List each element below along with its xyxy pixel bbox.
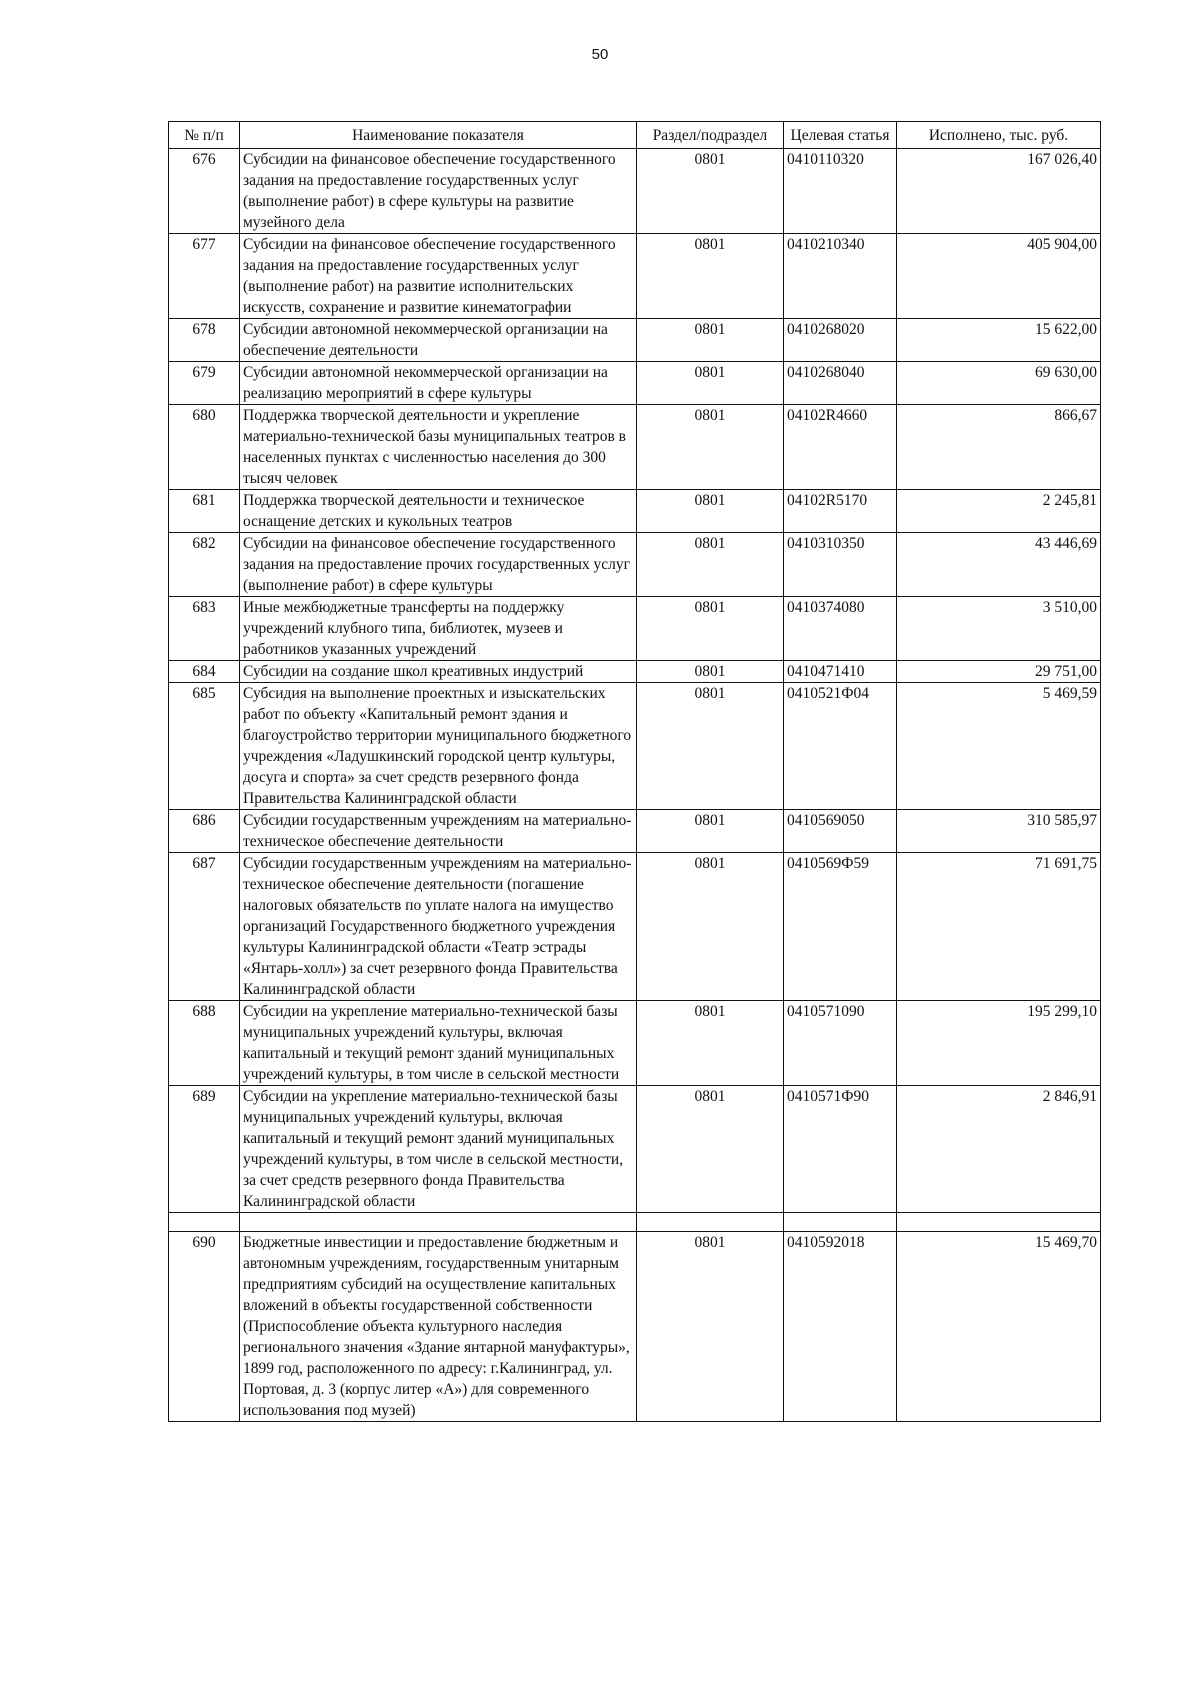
table-header-row bbox=[169, 122, 1101, 149]
row-section: 0801 bbox=[637, 1086, 784, 1213]
row-amount: 29 751,00 bbox=[897, 661, 1101, 683]
row-name: Субсидии на финансовое обеспечение государственного задания на предоставление прочих государственных услуг (выполнение работ) в сфере культуры bbox=[240, 533, 637, 597]
row-article: 0410592018 bbox=[784, 1232, 897, 1422]
header-section: Раздел/подраздел bbox=[637, 122, 784, 149]
spacer-cell bbox=[169, 1213, 240, 1232]
row-amount: 15 622,00 bbox=[897, 319, 1101, 362]
table-body bbox=[169, 149, 1101, 1422]
row-number: 682 bbox=[169, 533, 240, 597]
row-number: 676 bbox=[169, 149, 240, 234]
row-name: Субсидии государственным учреждениям на материально-техническое обеспечение деятельности (погашение налоговых обязательств по уплате налога на имущество организаций Государственного бюджетного учреждения культуры Калининградской области «Театр эстрады «Янтарь-холл») за счет резервного фонда Правительства Калининградской области bbox=[240, 853, 637, 1001]
row-section: 0801 bbox=[637, 1001, 784, 1086]
row-number: 680 bbox=[169, 405, 240, 490]
row-section: 0801 bbox=[637, 405, 784, 490]
row-section: 0801 bbox=[637, 597, 784, 661]
row-number: 677 bbox=[169, 234, 240, 319]
row-amount: 167 026,40 bbox=[897, 149, 1101, 234]
row-section: 0801 bbox=[637, 661, 784, 683]
table-row bbox=[169, 810, 1101, 853]
spacer-cell bbox=[784, 1213, 897, 1232]
row-article: 0410569Ф59 bbox=[784, 853, 897, 1001]
row-article: 0410268040 bbox=[784, 362, 897, 405]
table-row bbox=[169, 490, 1101, 533]
row-number: 687 bbox=[169, 853, 240, 1001]
row-article: 04102R4660 bbox=[784, 405, 897, 490]
table-row bbox=[169, 362, 1101, 405]
row-article: 0410571Ф90 bbox=[784, 1086, 897, 1213]
row-amount: 5 469,59 bbox=[897, 683, 1101, 810]
row-section: 0801 bbox=[637, 319, 784, 362]
row-amount: 15 469,70 bbox=[897, 1232, 1101, 1422]
row-section: 0801 bbox=[637, 853, 784, 1001]
row-amount: 866,67 bbox=[897, 405, 1101, 490]
row-article: 0410210340 bbox=[784, 234, 897, 319]
page-number: 50 bbox=[591, 46, 609, 63]
row-article: 0410569050 bbox=[784, 810, 897, 853]
row-amount: 2 245,81 bbox=[897, 490, 1101, 533]
row-amount: 310 585,97 bbox=[897, 810, 1101, 853]
table-row bbox=[169, 234, 1101, 319]
row-name: Субсидии автономной некоммерческой организации на реализацию мероприятий в сфере культуры bbox=[240, 362, 637, 405]
row-article: 0410571090 bbox=[784, 1001, 897, 1086]
row-section: 0801 bbox=[637, 810, 784, 853]
row-number: 686 bbox=[169, 810, 240, 853]
table-row bbox=[169, 661, 1101, 683]
expenditure-table bbox=[168, 121, 1101, 1422]
header-number: № п/п bbox=[169, 122, 240, 149]
row-section: 0801 bbox=[637, 362, 784, 405]
row-number: 681 bbox=[169, 490, 240, 533]
row-name: Субсидии на укрепление материально-технической базы муниципальных учреждений культуры, включая капитальный и текущий ремонт зданий муниципальных учреждений культуры, в том числе в сельской местности, за счет средств резервного фонда Правительства Калининградской области bbox=[240, 1086, 637, 1213]
row-section: 0801 bbox=[637, 234, 784, 319]
row-amount: 71 691,75 bbox=[897, 853, 1101, 1001]
row-name: Субсидии на укрепление материально-технической базы муниципальных учреждений культуры, включая капитальный и текущий ремонт зданий муниципальных учреждений культуры, в том числе в сельской местности bbox=[240, 1001, 637, 1086]
row-number: 678 bbox=[169, 319, 240, 362]
table-row bbox=[169, 597, 1101, 661]
row-name: Субсидии автономной некоммерческой организации на обеспечение деятельности bbox=[240, 319, 637, 362]
row-article: 0410268020 bbox=[784, 319, 897, 362]
row-number: 689 bbox=[169, 1086, 240, 1213]
row-amount: 69 630,00 bbox=[897, 362, 1101, 405]
row-name: Субсидия на выполнение проектных и изыскательских работ по объекту «Капитальный ремонт здания и благоустройство территории муниципального бюджетного учреждения «Ладушкинский городской центр культуры, досуга и спорта» за счет средств резервного фонда Правительства Калининградской области bbox=[240, 683, 637, 810]
row-number: 683 bbox=[169, 597, 240, 661]
row-number: 685 bbox=[169, 683, 240, 810]
table-row bbox=[169, 405, 1101, 490]
table-row bbox=[169, 683, 1101, 810]
row-amount: 195 299,10 bbox=[897, 1001, 1101, 1086]
row-article: 0410471410 bbox=[784, 661, 897, 683]
table-row bbox=[169, 1086, 1101, 1213]
row-amount: 3 510,00 bbox=[897, 597, 1101, 661]
row-section: 0801 bbox=[637, 149, 784, 234]
row-section: 0801 bbox=[637, 490, 784, 533]
spacer-cell bbox=[897, 1213, 1101, 1232]
row-section: 0801 bbox=[637, 533, 784, 597]
header-article: Целевая статья bbox=[784, 122, 897, 149]
table-row bbox=[169, 149, 1101, 234]
row-name: Иные межбюджетные трансферты на поддержку учреждений клубного типа, библиотек, музеев и работников указанных учреждений bbox=[240, 597, 637, 661]
row-name: Субсидии на финансовое обеспечение государственного задания на предоставление государственных услуг (выполнение работ) на развитие исполнительских искусств, сохранение и развитие кинематографии bbox=[240, 234, 637, 319]
row-name: Поддержка творческой деятельности и техническое оснащение детских и кукольных театров bbox=[240, 490, 637, 533]
table-row bbox=[169, 1232, 1101, 1422]
row-article: 0410521Ф04 bbox=[784, 683, 897, 810]
table-row bbox=[169, 1001, 1101, 1086]
row-name: Субсидии на создание школ креативных индустрий bbox=[240, 661, 637, 683]
row-amount: 405 904,00 bbox=[897, 234, 1101, 319]
spacer-cell bbox=[637, 1213, 784, 1232]
row-number: 688 bbox=[169, 1001, 240, 1086]
row-article: 0410310350 bbox=[784, 533, 897, 597]
row-section: 0801 bbox=[637, 683, 784, 810]
table-row bbox=[169, 853, 1101, 1001]
row-section: 0801 bbox=[637, 1232, 784, 1422]
spacer-row bbox=[169, 1213, 1101, 1232]
row-article: 0410374080 bbox=[784, 597, 897, 661]
row-article: 04102R5170 bbox=[784, 490, 897, 533]
row-number: 684 bbox=[169, 661, 240, 683]
row-name: Субсидии на финансовое обеспечение государственного задания на предоставление государственных услуг (выполнение работ) в сфере культуры на развитие музейного дела bbox=[240, 149, 637, 234]
spacer-cell bbox=[240, 1213, 637, 1232]
row-name: Поддержка творческой деятельности и укрепление материально-технической базы муниципальных театров в населенных пунктах с численностью населения до 300 тысяч человек bbox=[240, 405, 637, 490]
header-name: Наименование показателя bbox=[240, 122, 637, 149]
row-name: Бюджетные инвестиции и предоставление бюджетным и автономным учреждениям, государственным унитарным предприятиям субсидий на осуществление капитальных вложений в объекты государственной собственности (Приспособление объекта культурного наследия регионального значения «Здание янтарной мануфактуры», 1899 год, расположенного по адресу: г.Калининград, ул. Портовая, д. 3 (корпус литер «А») для современного использования под музей) bbox=[240, 1232, 637, 1422]
header-amount: Исполнено, тыс. руб. bbox=[897, 122, 1101, 149]
row-amount: 2 846,91 bbox=[897, 1086, 1101, 1213]
row-number: 679 bbox=[169, 362, 240, 405]
table-row bbox=[169, 319, 1101, 362]
row-number: 690 bbox=[169, 1232, 240, 1422]
row-article: 0410110320 bbox=[784, 149, 897, 234]
row-name: Субсидии государственным учреждениям на материально-техническое обеспечение деятельности bbox=[240, 810, 637, 853]
row-amount: 43 446,69 bbox=[897, 533, 1101, 597]
table-row bbox=[169, 533, 1101, 597]
